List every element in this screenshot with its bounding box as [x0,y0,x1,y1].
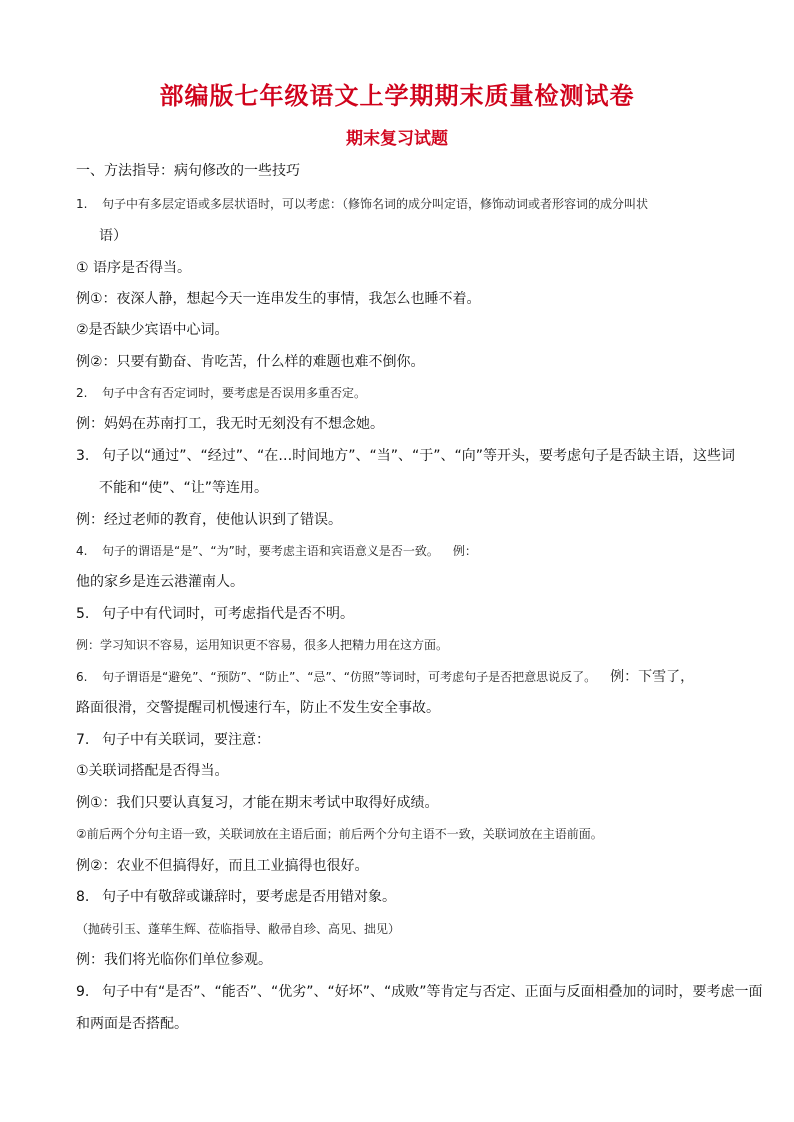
item-text: 句子中有敬辞或谦辞时，要考虑是否用错对象。 [102,889,396,905]
item-text: 句子的谓语是“是”、“为”时，要考虑主语和宾语意义是否一致。 [102,544,439,558]
item-number: 6. [76,670,88,684]
item-number: 7. [76,732,90,748]
item-number: 5. [76,606,90,622]
example-line: 例：学习知识不容易，运用知识更不容易，很多人把精力用在这方面。 [76,638,449,652]
item-1-continuation: 语） [99,228,127,244]
item-text: 句子以“通过”、“经过”、“在…时间地方”、“当”、“于”、“向”等开头，要考虑句子是否缺主语，这些词 [102,448,736,464]
item-9 [76,983,763,1001]
example-line: 例①：我们只要认真复习，才能在期末考试中取得好成绩。 [76,795,439,811]
example-label: 例：下雪了， [610,669,695,685]
item-number: 4. [76,544,88,558]
item-number: 8. [76,889,90,905]
example-line: 例：妈妈在苏南打工，我无时无刻没有不想念她。 [76,416,384,432]
page-subtitle: 期末复习试题 [346,129,448,149]
sub-point: ②是否缺少宾语中心词。 [76,322,229,338]
example-line: 例：我们将光临你们单位参观。 [76,952,272,968]
example-line: 例②：农业不但搞得好，而且工业搞得也很好。 [76,858,369,874]
item-text: 句子中有“是否”、“能否”、“优劣”、“好坏”、“成败”等肯定与否定、正面与反面相叠加的词时，要考虑一面 [102,984,763,1000]
item-3-continuation: 不能和“使”、“让”等连用。 [99,480,269,496]
item-3 [76,447,735,465]
example-line: 他的家乡是连云港灌南人。 [76,574,244,590]
item-text: 句子谓语是“避免”、“预防”、“防止”、“忌”、“仿照”等词时，可考虑句子是否把意思说反了。 [102,670,597,684]
item-9-continuation: 和两面是否搭配。 [76,1016,188,1032]
example-line: 例②：只要有勤奋、肯吃苦，什么样的难题也难不倒你。 [76,354,425,370]
item-number: 9. [76,984,90,1000]
item-8 [76,888,396,906]
item-number: 3. [76,448,90,464]
item-1 [76,195,648,213]
item-2 [76,384,366,402]
item-number: 2. [76,386,88,400]
note-line: （抛砖引玉、蓬荜生辉、莅临指导、敝帚自珍、高见、拙见） [76,922,401,936]
item-6-continuation: 路面很滑，交警提醒司机慢速行车，防止不发生安全事故。 [76,700,440,716]
page-title: 部编版七年级语文上学期期末质量检测试卷 [159,82,635,110]
sub-point: ① 语序是否得当。 [76,260,192,276]
example-line: 例①：夜深人静，想起今天一连串发生的事情，我怎么也睡不着。 [76,291,481,307]
item-5 [76,605,354,623]
item-text: 句子中有代词时，可考虑指代是否不明。 [102,606,354,622]
sub-point: ①关联词搭配是否得当。 [76,763,229,779]
item-4 [76,542,477,560]
item-number: 1. [76,197,88,211]
sub-point: ②前后两个分句主语一致，关联词放在主语后面；前后两个分句主语不一致，关联词放在主语前面。 [76,827,603,841]
section-heading: 一、方法指导：病句修改的一些技巧 [76,163,300,179]
item-text: 句子中有关联词，要注意： [102,732,270,748]
example-line: 例：经过老师的教育，使他认识到了错误。 [76,512,342,528]
item-text: 句子中有多层定语或多层状语时，可以考虑：（修饰名词的成分叫定语，修饰动词或者形容词的成分叫状 [102,197,649,211]
example-label: 例： [452,544,477,558]
item-text: 句子中含有否定词时，要考虑是否误用多重否定。 [102,386,367,400]
item-7 [76,731,270,749]
item-6 [76,668,694,686]
